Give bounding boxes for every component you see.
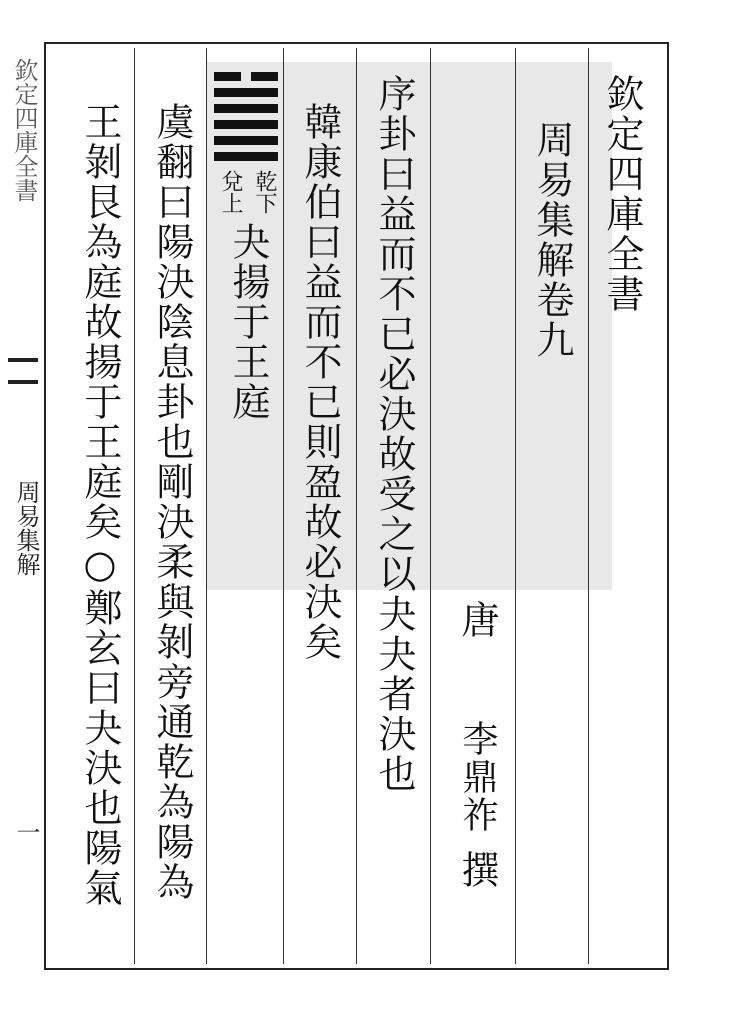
xu-gua-text: 序卦曰益而不已必決故受之以夬夬者決也	[372, 74, 416, 794]
column-rule	[356, 48, 357, 964]
volume-title: 周易集解卷九	[530, 120, 574, 360]
hexagram-line	[214, 136, 278, 145]
hexagram-line	[214, 72, 278, 81]
yu-fan-commentary: 虞翻曰陽決陰息卦也剛決柔與剝旁通乾為陽為	[150, 102, 194, 902]
author-dynasty: 唐	[455, 600, 499, 640]
guai-hexagram-icon	[214, 72, 278, 168]
column-rule	[515, 48, 516, 964]
trigram-lower: 乾下	[252, 170, 277, 214]
column-rule	[206, 48, 207, 964]
column-rule	[588, 48, 589, 964]
hexagram-judgment: 夬揚于王庭	[226, 222, 270, 422]
column-rule	[283, 48, 284, 964]
author-role: 撰	[455, 850, 499, 890]
column-rule	[134, 48, 135, 964]
hexagram-line	[214, 88, 278, 97]
margin-book-title: 欽定四庫全書	[10, 58, 38, 202]
hexagram-line	[214, 120, 278, 129]
trigram-upper: 兌上	[218, 170, 243, 214]
column-rule	[430, 48, 431, 964]
hexagram-line	[214, 104, 278, 113]
hexagram-line	[214, 152, 278, 161]
fishtail-ornament	[8, 358, 38, 384]
margin-page-number: 一	[12, 820, 40, 844]
han-kangbo-commentary: 韓康伯曰益而不已則盈故必決矣	[298, 102, 342, 662]
page-margin	[0, 40, 44, 970]
author-name: 李鼎祚	[457, 720, 498, 834]
margin-short-title: 周易集解	[12, 480, 40, 576]
continuation-commentary: 王剝艮為庭故揚于王庭矣○鄭玄曰夬決也陽氣	[78, 102, 122, 908]
book-title: 欽定四庫全書	[600, 74, 644, 314]
